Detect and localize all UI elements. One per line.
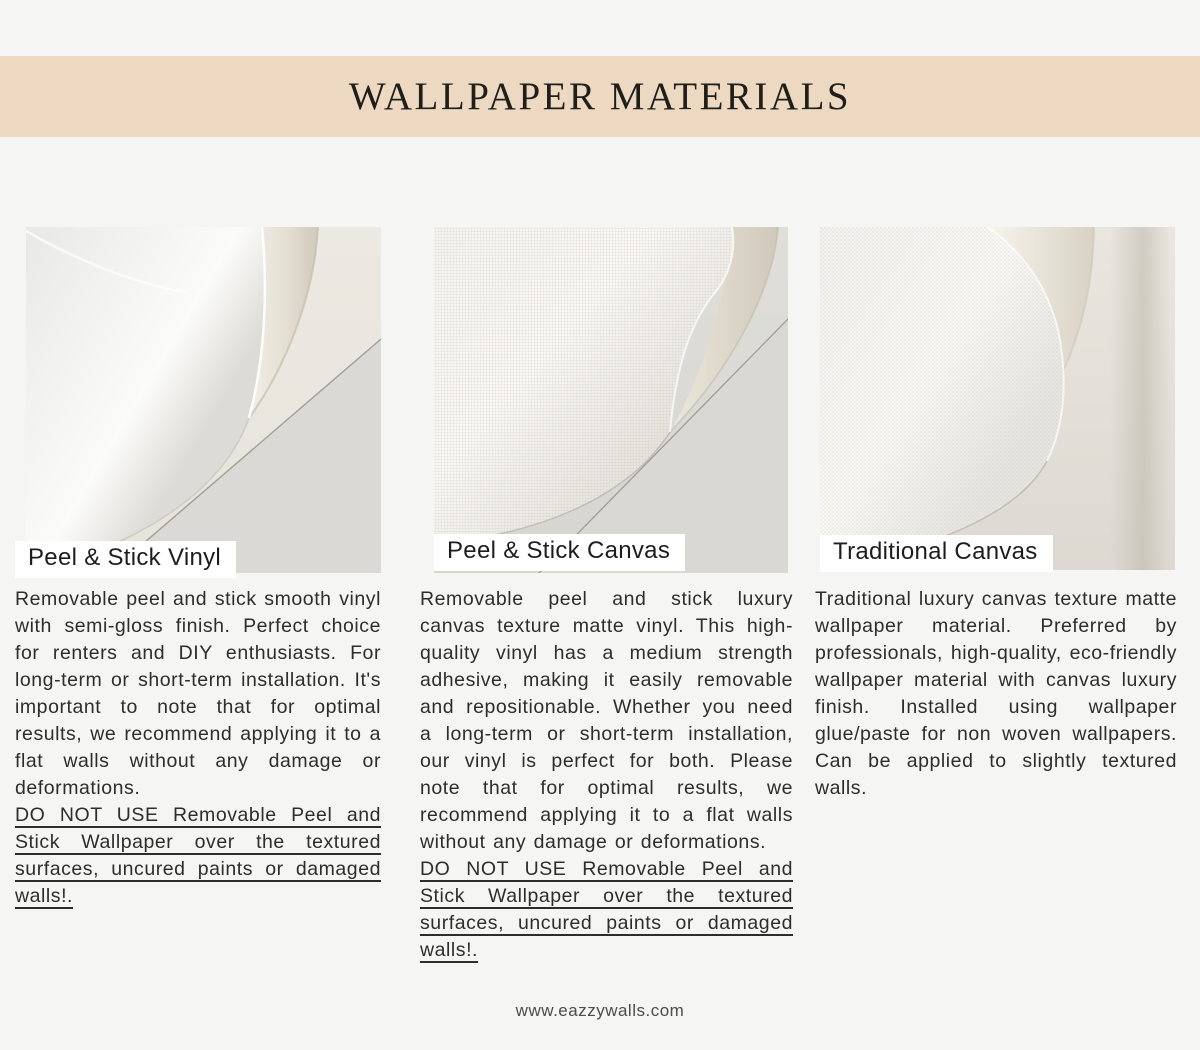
material-description: Removable peel and stick smooth vinyl with semi-gloss finish. Perfect choice for renters and DIY enthusiasts. For long-term or short-term installation. It's important to note that for optimal results, we recommend applying it to a flat walls without any damage or deformations. — [15, 588, 381, 799]
material-label: Traditional Canvas — [833, 538, 1038, 565]
footer — [0, 1001, 1200, 1021]
material-label: Peel & Stick Vinyl — [28, 544, 222, 571]
material-textblock — [815, 586, 1177, 802]
material-label-box — [820, 535, 1053, 572]
smooth-vinyl-curled-sheet-photo — [26, 227, 381, 573]
canvas-texture-curled-sheet-photo — [434, 227, 788, 573]
material-label: Peel & Stick Canvas — [447, 537, 671, 564]
material-textblock — [15, 586, 381, 910]
material-description: Removable peel and stick luxury canvas texture matte vinyl. This high-quality vinyl has a medium strength adhesive, making it easily removable and repositionable. Whether you need a long-term or short-term installation, our vinyl is perfect for both. Please note that for optimal results, we recommend applying it to a flat walls without any damage or deformations. — [420, 588, 793, 853]
material-warning: DO NOT USE Removable Peel and Stick Wallpaper over the textured surfaces, uncured paints or damaged walls!. — [420, 858, 793, 961]
woven-canvas-curled-sheet-photo — [820, 227, 1175, 570]
material-warning: DO NOT USE Removable Peel and Stick Wallpaper over the textured surfaces, uncured paints or damaged walls!. — [15, 804, 381, 907]
header-banner — [0, 56, 1200, 137]
page-title: WALLPAPER MATERIALS — [348, 75, 852, 118]
material-label-box — [15, 541, 236, 578]
material-description: Traditional luxury canvas texture matte wallpaper material. Preferred by professionals, high-quality, eco-friendly wallpaper material with canvas luxury finish. Installed using wallpaper glue/paste for non woven wallpapers. Can be applied to slightly textured walls. — [815, 588, 1177, 799]
material-label-box — [434, 534, 685, 571]
website-url: www.eazzywalls.com — [515, 1001, 685, 1020]
material-textblock — [420, 586, 793, 964]
